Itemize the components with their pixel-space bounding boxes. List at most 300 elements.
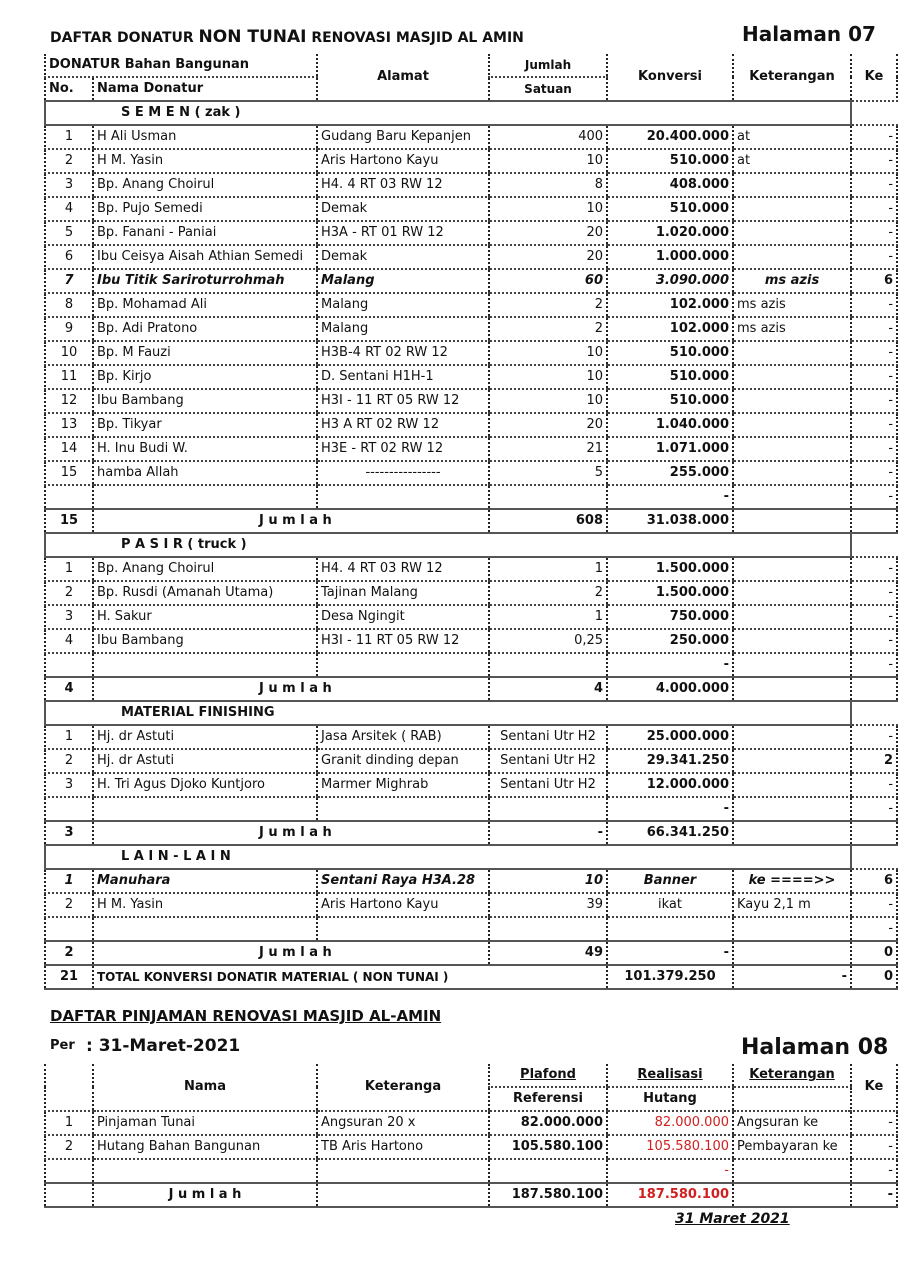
row-note: ke ====>>	[733, 869, 851, 893]
row-address: Gudang Baru Kepanjen	[317, 125, 489, 149]
loan-row-plafond	[489, 1159, 607, 1183]
page8-date: : 31-Maret-2021	[86, 1036, 241, 1056]
table-row	[45, 893, 897, 917]
loan-total-row	[45, 1183, 897, 1207]
row-conversion: 250.000	[607, 629, 733, 653]
row-ke: -	[851, 917, 897, 941]
table-row	[45, 437, 897, 461]
row-note	[733, 557, 851, 581]
table-row	[45, 485, 897, 509]
loan-header-no	[45, 1064, 93, 1111]
row-conversion: 510.000	[607, 389, 733, 413]
row-no: 4	[45, 197, 93, 221]
table-row	[45, 725, 897, 749]
row-name: Hj. dr Astuti	[93, 749, 317, 773]
row-qty	[489, 653, 607, 677]
row-ke: -	[851, 629, 897, 653]
loan-row-realization: -	[607, 1159, 733, 1183]
header-ke: Ke	[851, 54, 897, 101]
section-title: MATERIAL FINISHING	[45, 701, 851, 725]
grand-label: TOTAL KONVERSI DONATIR MATERIAL ( NON TUNAI )	[93, 965, 607, 989]
row-ke: 2	[851, 749, 897, 773]
table-row	[45, 461, 897, 485]
row-address: Granit dinding depan	[317, 749, 489, 773]
row-name: Hj. dr Astuti	[93, 725, 317, 749]
total-ke	[851, 677, 897, 701]
row-conversion: 510.000	[607, 149, 733, 173]
row-qty: 2	[489, 581, 607, 605]
row-no: 2	[45, 149, 93, 173]
row-name: Ibu Bambang	[93, 629, 317, 653]
table-row	[45, 221, 897, 245]
loan-total-blank	[45, 1183, 93, 1207]
row-ke: -	[851, 485, 897, 509]
row-no: 7	[45, 269, 93, 293]
row-qty: 20	[489, 413, 607, 437]
total-count: 3	[45, 821, 93, 845]
section-title: L A I N - L A I N	[45, 845, 851, 869]
row-no: 1	[45, 725, 93, 749]
row-name: H Ali Usman	[93, 125, 317, 149]
row-note: at	[733, 125, 851, 149]
row-conversion: 102.000	[607, 317, 733, 341]
loan-header-remark-blank	[733, 1087, 851, 1111]
row-address: Tajinan Malang	[317, 581, 489, 605]
row-no: 5	[45, 221, 93, 245]
row-conversion	[607, 917, 733, 941]
row-qty: 39	[489, 893, 607, 917]
total-label: J u m l a h	[93, 821, 489, 845]
row-note	[733, 461, 851, 485]
row-note	[733, 581, 851, 605]
total-note	[733, 821, 851, 845]
row-address: D. Sentani H1H-1	[317, 365, 489, 389]
row-no: 1	[45, 557, 93, 581]
loan-header-ke: Ke	[851, 1064, 897, 1111]
loan-row-remark: Pembayaran ke	[733, 1135, 851, 1159]
row-address	[317, 797, 489, 821]
row-no: 3	[45, 773, 93, 797]
row-note	[733, 725, 851, 749]
row-note	[733, 389, 851, 413]
total-qty: 608	[489, 509, 607, 533]
row-no: 9	[45, 317, 93, 341]
row-address: Jasa Arsitek ( RAB)	[317, 725, 489, 749]
row-address: Demak	[317, 245, 489, 269]
loan-header-remark: Keterangan	[733, 1064, 851, 1087]
loan-row-no	[45, 1159, 93, 1183]
total-conversion: 4.000.000	[607, 677, 733, 701]
row-ke: -	[851, 725, 897, 749]
loan-table	[44, 1064, 898, 1208]
row-note	[733, 245, 851, 269]
total-row	[45, 821, 897, 845]
section-title: P A S I R ( truck )	[45, 533, 851, 557]
loan-row-no: 2	[45, 1135, 93, 1159]
row-address: H3B-4 RT 02 RW 12	[317, 341, 489, 365]
row-ke: -	[851, 149, 897, 173]
row-address: H3I - 11 RT 05 RW 12	[317, 389, 489, 413]
row-no: 3	[45, 605, 93, 629]
total-qty: 49	[489, 941, 607, 965]
loan-total-remark	[733, 1183, 851, 1207]
row-conversion: 102.000	[607, 293, 733, 317]
row-note: Kayu 2,1 m	[733, 893, 851, 917]
loan-total-realization: 187.580.100	[607, 1183, 733, 1207]
loan-row-remark	[733, 1159, 851, 1183]
row-address: H3E - RT 02 RW 12	[317, 437, 489, 461]
header-qty: Jumlah	[489, 54, 607, 77]
row-conversion: 510.000	[607, 365, 733, 389]
row-address: H4. 4 RT 03 RW 12	[317, 557, 489, 581]
row-conversion: -	[607, 653, 733, 677]
loan-row-ke: -	[851, 1135, 897, 1159]
row-note	[733, 221, 851, 245]
loan-row-realization: 82.000.000	[607, 1111, 733, 1135]
row-qty: Sentani Utr H2	[489, 773, 607, 797]
table-row	[45, 269, 897, 293]
row-name: Bp. Fanani - Paniai	[93, 221, 317, 245]
table-row	[45, 341, 897, 365]
section-title-row	[45, 845, 897, 869]
row-address: Malang	[317, 293, 489, 317]
row-qty: 5	[489, 461, 607, 485]
header-group-label: DONATUR Bahan Bangunan	[45, 54, 317, 77]
loan-header-debt: Hutang	[607, 1087, 733, 1111]
total-note	[733, 677, 851, 701]
row-conversion: 1.020.000	[607, 221, 733, 245]
loan-row-plafond: 82.000.000	[489, 1111, 607, 1135]
row-ke: -	[851, 365, 897, 389]
total-conversion: -	[607, 941, 733, 965]
row-conversion: 3.090.000	[607, 269, 733, 293]
row-conversion: ikat	[607, 893, 733, 917]
row-ke: -	[851, 389, 897, 413]
loan-header-plafond-ref: Referensi	[489, 1087, 607, 1111]
row-name: Bp. Pujo Semedi	[93, 197, 317, 221]
row-qty: 400	[489, 125, 607, 149]
table-row	[45, 557, 897, 581]
total-conversion: 66.341.250	[607, 821, 733, 845]
row-note: ms azis	[733, 317, 851, 341]
row-qty: 60	[489, 269, 607, 293]
table-row	[45, 125, 897, 149]
loan-header-note: Keteranga	[317, 1064, 489, 1111]
loan-row-no: 1	[45, 1111, 93, 1135]
grand-count: 21	[45, 965, 93, 989]
row-address: H3A - RT 01 RW 12	[317, 221, 489, 245]
row-ke: -	[851, 773, 897, 797]
row-ke: -	[851, 605, 897, 629]
row-conversion: 408.000	[607, 173, 733, 197]
section-title-row	[45, 101, 897, 125]
row-ke: 6	[851, 269, 897, 293]
row-note	[733, 365, 851, 389]
row-address	[317, 653, 489, 677]
loan-total-plafond: 187.580.100	[489, 1183, 607, 1207]
total-ke	[851, 821, 897, 845]
row-ke: -	[851, 653, 897, 677]
row-no: 15	[45, 461, 93, 485]
table-row	[45, 389, 897, 413]
section-title-spacer	[851, 101, 897, 125]
loan-header-row	[45, 1064, 897, 1087]
row-ke: -	[851, 797, 897, 821]
row-no: 6	[45, 245, 93, 269]
row-address: Malang	[317, 269, 489, 293]
loan-row-remark: Angsuran ke	[733, 1111, 851, 1135]
row-ke: -	[851, 173, 897, 197]
total-row	[45, 677, 897, 701]
row-address: H4. 4 RT 03 RW 12	[317, 173, 489, 197]
row-conversion: 510.000	[607, 197, 733, 221]
row-conversion: 25.000.000	[607, 725, 733, 749]
loan-row-ke: -	[851, 1111, 897, 1135]
row-address: ----------------	[317, 461, 489, 485]
row-no: 14	[45, 437, 93, 461]
loan-header-plafond: Plafond	[489, 1064, 607, 1087]
header-conversion: Konversi	[607, 54, 733, 101]
page8-title: DAFTAR PINJAMAN RENOVASI MASJID AL-AMIN	[50, 1007, 442, 1025]
row-address: Sentani Raya H3A.28	[317, 869, 489, 893]
row-no: 1	[45, 125, 93, 149]
row-name: Bp. Kirjo	[93, 365, 317, 389]
row-name	[93, 485, 317, 509]
table-row	[45, 581, 897, 605]
row-conversion: 20.400.000	[607, 125, 733, 149]
table-row	[45, 653, 897, 677]
loan-row	[45, 1159, 897, 1183]
header-name: Nama Donatur	[93, 77, 317, 101]
loan-total-label: J u m l a h	[93, 1183, 317, 1207]
row-ke: -	[851, 413, 897, 437]
table-header-row	[45, 54, 897, 77]
row-conversion: 1.040.000	[607, 413, 733, 437]
row-ke: -	[851, 557, 897, 581]
grand-total-row	[45, 965, 897, 989]
row-qty: 1	[489, 557, 607, 581]
row-name: Bp. M Fauzi	[93, 341, 317, 365]
row-conversion: 1.500.000	[607, 581, 733, 605]
row-address: Aris Hartono Kayu	[317, 149, 489, 173]
grand-ke: 0	[851, 965, 897, 989]
header-no: No.	[45, 77, 93, 101]
row-note	[733, 653, 851, 677]
row-ke: -	[851, 581, 897, 605]
row-conversion: 750.000	[607, 605, 733, 629]
row-qty	[489, 917, 607, 941]
row-note: at	[733, 149, 851, 173]
row-no	[45, 485, 93, 509]
row-qty: 10	[489, 197, 607, 221]
total-qty: -	[489, 821, 607, 845]
row-name: Bp. Anang Choirul	[93, 173, 317, 197]
donor-table	[44, 54, 898, 990]
row-qty	[489, 485, 607, 509]
row-no	[45, 917, 93, 941]
row-qty: 10	[489, 869, 607, 893]
row-name: Bp. Anang Choirul	[93, 557, 317, 581]
row-qty: 10	[489, 365, 607, 389]
row-name: Ibu Titik Sariroturrohmah	[93, 269, 317, 293]
row-ke: -	[851, 317, 897, 341]
row-conversion: Banner	[607, 869, 733, 893]
row-address: H3 A RT 02 RW 12	[317, 413, 489, 437]
row-no: 8	[45, 293, 93, 317]
row-qty: 10	[489, 149, 607, 173]
row-conversion: 1.000.000	[607, 245, 733, 269]
total-qty: 4	[489, 677, 607, 701]
row-conversion: 1.500.000	[607, 557, 733, 581]
row-note	[733, 917, 851, 941]
row-ke: -	[851, 197, 897, 221]
total-row	[45, 509, 897, 533]
row-name: Bp. Adi Pratono	[93, 317, 317, 341]
loan-row-ke: -	[851, 1159, 897, 1183]
row-name: Bp. Rusdi (Amanah Utama)	[93, 581, 317, 605]
row-no	[45, 653, 93, 677]
row-address: Demak	[317, 197, 489, 221]
row-ke: -	[851, 437, 897, 461]
row-note	[733, 341, 851, 365]
total-ke	[851, 509, 897, 533]
loan-row-name: Hutang Bahan Bangunan	[93, 1135, 317, 1159]
page8-per-label: Per	[50, 1038, 75, 1053]
loan-row-name	[93, 1159, 317, 1183]
row-note: ms azis	[733, 269, 851, 293]
row-no: 12	[45, 389, 93, 413]
table-row	[45, 869, 897, 893]
row-address: Aris Hartono Kayu	[317, 893, 489, 917]
row-no: 13	[45, 413, 93, 437]
section-title-spacer	[851, 845, 897, 869]
row-note	[733, 485, 851, 509]
row-qty: 20	[489, 221, 607, 245]
row-note	[733, 197, 851, 221]
row-address	[317, 485, 489, 509]
row-ke: -	[851, 245, 897, 269]
total-count: 15	[45, 509, 93, 533]
row-no: 3	[45, 173, 93, 197]
row-conversion: -	[607, 797, 733, 821]
total-ke: 0	[851, 941, 897, 965]
row-qty: 21	[489, 437, 607, 461]
row-no: 1	[45, 869, 93, 893]
page7-title: DAFTAR DONATUR NON TUNAI RENOVASI MASJID AL AMIN	[50, 27, 524, 47]
total-conversion: 31.038.000	[607, 509, 733, 533]
row-conversion: 510.000	[607, 341, 733, 365]
row-no: 10	[45, 341, 93, 365]
row-conversion: 29.341.250	[607, 749, 733, 773]
row-ke: -	[851, 125, 897, 149]
row-name: H. Tri Agus Djoko Kuntjoro	[93, 773, 317, 797]
row-ke: -	[851, 461, 897, 485]
row-note	[733, 749, 851, 773]
header-address: Alamat	[317, 54, 489, 101]
row-qty: Sentani Utr H2	[489, 725, 607, 749]
loan-total-ke: -	[851, 1183, 897, 1207]
row-no: 2	[45, 581, 93, 605]
grand-conversion: 101.379.250	[607, 965, 733, 989]
row-conversion: 12.000.000	[607, 773, 733, 797]
total-label: J u m l a h	[93, 509, 489, 533]
table-row	[45, 197, 897, 221]
row-name	[93, 797, 317, 821]
row-note	[733, 629, 851, 653]
row-name: Bp. Mohamad Ali	[93, 293, 317, 317]
table-row	[45, 773, 897, 797]
total-count: 2	[45, 941, 93, 965]
row-name: H M. Yasin	[93, 149, 317, 173]
row-conversion: 1.071.000	[607, 437, 733, 461]
row-address: Marmer Mighrab	[317, 773, 489, 797]
row-no: 2	[45, 749, 93, 773]
table-row	[45, 317, 897, 341]
table-row	[45, 917, 897, 941]
table-row	[45, 293, 897, 317]
section-title-row	[45, 533, 897, 557]
loan-row-note: TB Aris Hartono	[317, 1135, 489, 1159]
row-qty: 20	[489, 245, 607, 269]
row-address: H3I - 11 RT 05 RW 12	[317, 629, 489, 653]
page7-page-label: Halaman 07	[742, 22, 876, 46]
row-name: H. Sakur	[93, 605, 317, 629]
row-address	[317, 917, 489, 941]
row-ke: -	[851, 221, 897, 245]
row-note	[733, 797, 851, 821]
row-name: Ibu Ceisya Aisah Athian Semedi	[93, 245, 317, 269]
row-note	[733, 173, 851, 197]
row-note	[733, 413, 851, 437]
loan-row-note	[317, 1159, 489, 1183]
row-ke: -	[851, 341, 897, 365]
row-qty: 10	[489, 389, 607, 413]
row-ke: -	[851, 893, 897, 917]
row-conversion: 255.000	[607, 461, 733, 485]
row-name	[93, 917, 317, 941]
section-title-spacer	[851, 533, 897, 557]
grand-note: -	[733, 965, 851, 989]
table-row	[45, 245, 897, 269]
row-no: 11	[45, 365, 93, 389]
row-note	[733, 773, 851, 797]
row-no: 2	[45, 893, 93, 917]
total-label: J u m l a h	[93, 941, 489, 965]
loan-total-note	[317, 1183, 489, 1207]
table-row	[45, 413, 897, 437]
table-row	[45, 749, 897, 773]
table-row	[45, 365, 897, 389]
table-row	[45, 605, 897, 629]
row-name: Manuhara	[93, 869, 317, 893]
row-address: Malang	[317, 317, 489, 341]
row-note	[733, 605, 851, 629]
row-name: hamba Allah	[93, 461, 317, 485]
loan-row	[45, 1135, 897, 1159]
row-qty: 0,25	[489, 629, 607, 653]
row-name: H. Inu Budi W.	[93, 437, 317, 461]
page8-page-label: Halaman 08	[741, 1035, 889, 1060]
row-note	[733, 437, 851, 461]
total-note	[733, 509, 851, 533]
loan-row-plafond: 105.580.100	[489, 1135, 607, 1159]
row-qty: 2	[489, 317, 607, 341]
total-label: J u m l a h	[93, 677, 489, 701]
loan-row-name: Pinjaman Tunai	[93, 1111, 317, 1135]
loan-row	[45, 1111, 897, 1135]
table-row	[45, 149, 897, 173]
row-name: Ibu Bambang	[93, 389, 317, 413]
